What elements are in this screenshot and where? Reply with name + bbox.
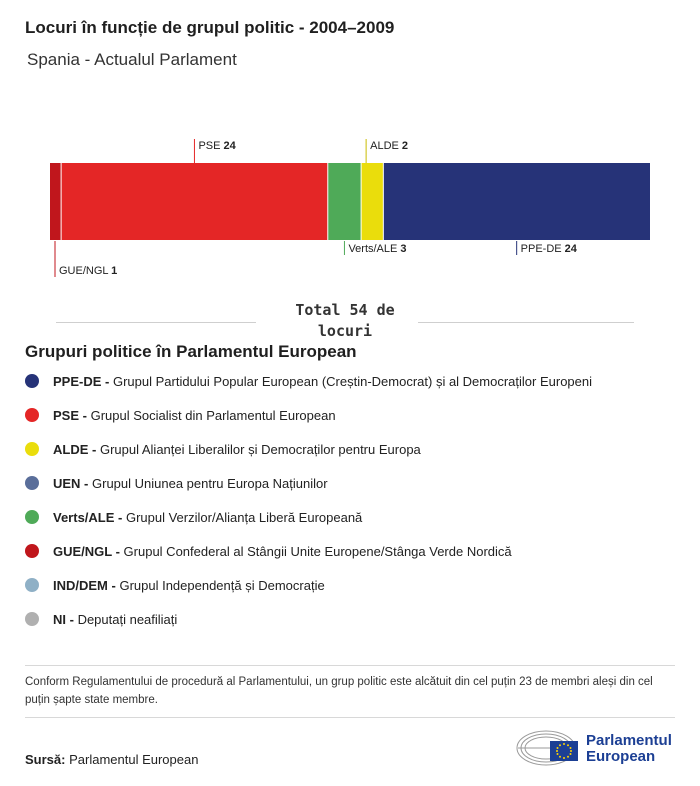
legend-text — [53, 476, 328, 491]
segment-label-verts-ale: Verts/ALE 3 — [348, 243, 407, 255]
legend-abbr: Verts/ALE - — [53, 509, 126, 525]
legend-text — [53, 442, 421, 457]
legend-description: Grupul Confederal al Stângii Unite Europene/Stânga Verde Nordică — [123, 543, 512, 559]
legend-abbr: PSE - — [53, 407, 91, 423]
legend-item — [25, 405, 685, 425]
segment-label-pse: PSE 24 — [198, 140, 236, 152]
footnote: Conform Regulamentului de procedură al Parlamentului, un grup politic este alcătuit din cel puțin 23 de membri aleși din cel puțin șapte state membre. — [25, 676, 653, 706]
legend-swatch — [25, 408, 39, 422]
legend-swatch — [25, 374, 39, 388]
total-divider-left — [56, 322, 256, 323]
legend-swatch — [25, 544, 39, 558]
legend-text — [53, 408, 336, 423]
source — [25, 752, 198, 767]
logo-text — [586, 733, 672, 765]
legend-item — [25, 609, 685, 629]
legend-description: Grupul Socialist din Parlamentul European — [90, 407, 336, 423]
total-seats-label: Total 54 de locuri — [295, 301, 395, 340]
bar-segment-pse — [61, 163, 328, 240]
legend-title: Grupuri politice în Parlamentul European — [25, 342, 357, 361]
legend-text — [53, 544, 512, 559]
bar-segment-ppe-de — [383, 163, 650, 240]
note-divider-bottom — [25, 717, 675, 718]
source-value: Parlamentul European — [69, 752, 199, 767]
stacked-bar-chart — [0, 130, 700, 280]
legend-description: Deputați neafiliați — [77, 611, 178, 627]
bar-segment-verts-ale — [328, 163, 361, 240]
legend-swatch — [25, 510, 39, 524]
logo-text-line2: European — [586, 748, 656, 765]
chart-subtitle: Spania - Actualul Parlament — [27, 50, 237, 69]
legend-item — [25, 371, 685, 391]
bar-segment-gue-ngl — [50, 163, 61, 240]
note-divider-top — [25, 665, 675, 666]
segment-label-gue-ngl: GUE/NGL 1 — [59, 265, 118, 277]
legend-swatch — [25, 578, 39, 592]
legend-abbr: UEN - — [53, 475, 92, 491]
legend-description: Grupul Uniunea pentru Europa Națiunilor — [92, 475, 328, 491]
legend-abbr: PPE-DE - — [53, 373, 113, 389]
legend-swatch — [25, 476, 39, 490]
legend-item — [25, 541, 685, 561]
logo-text-line1: Parlamentul — [586, 732, 672, 749]
legend-abbr: NI - — [53, 611, 78, 627]
total-divider-right — [418, 322, 634, 323]
european-parliament-logo-icon — [516, 728, 580, 768]
total-seats-block — [56, 300, 634, 344]
legend-text — [53, 578, 325, 593]
legend-description: Grupul Verzilor/Alianța Liberă Europeană — [125, 509, 363, 525]
legend-text — [53, 510, 362, 525]
bar-segment-alde — [361, 163, 383, 240]
segment-label-ppe-de: PPE-DE 24 — [520, 243, 577, 255]
legend-abbr: ALDE - — [53, 441, 100, 457]
legend-description: Grupul Partidului Popular European (Creștin-Democrat) și al Democraților Europeni — [112, 373, 593, 389]
segment-label-alde: ALDE 2 — [370, 140, 409, 152]
legend-swatch — [25, 442, 39, 456]
legend-abbr: IND/DEM - — [53, 577, 120, 593]
legend-item — [25, 507, 685, 527]
legend-description: Grupul Alianței Liberalilor și Democraților pentru Europa — [99, 441, 421, 457]
source-label: Sursă: — [25, 752, 66, 767]
legend-abbr: GUE/NGL - — [53, 543, 124, 559]
legend-item — [25, 473, 685, 493]
legend-item — [25, 575, 685, 595]
legend-description: Grupul Independență și Democrație — [119, 577, 325, 593]
legend-text — [53, 374, 592, 389]
legend-text — [53, 612, 177, 627]
chart-title: Locuri în funcție de grupul politic - 2004–2009 — [25, 18, 395, 37]
legend-item — [25, 439, 685, 459]
legend-swatch — [25, 612, 39, 626]
european-parliament-logo — [516, 728, 686, 768]
